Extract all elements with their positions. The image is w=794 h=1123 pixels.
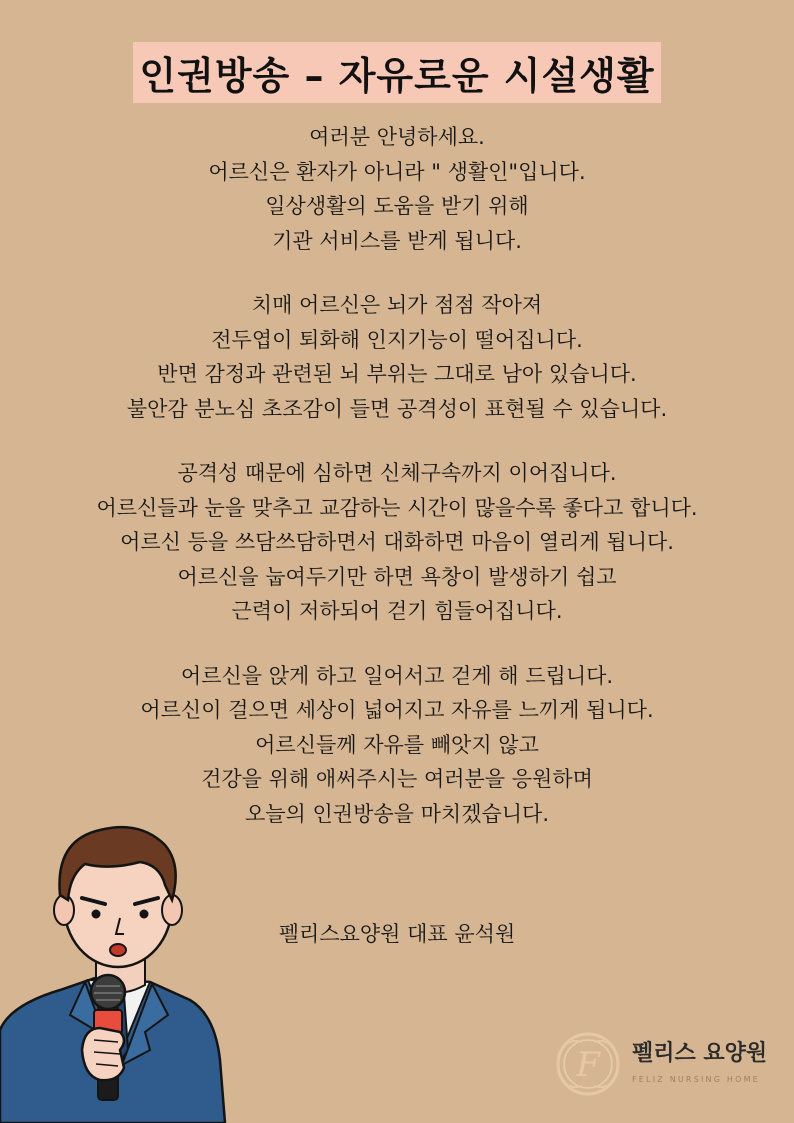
body-text xyxy=(0,120,794,861)
logo-name: 펠리스 요양원 xyxy=(632,1041,768,1066)
signature: 펠리스요양원 대표 윤석원 xyxy=(278,922,516,946)
paragraph-1 xyxy=(0,120,794,258)
text-line: 어르신을 눕여두기만 하면 욕창이 발생하기 쉽고 xyxy=(177,564,617,589)
text-line: 공격성 때문에 심하면 신체구속까지 이어집니다. xyxy=(177,461,617,485)
logo-subtitle: FELIZ NURSING HOME xyxy=(632,1075,760,1084)
paragraph-2 xyxy=(0,288,794,426)
text-line: 어르신들께 자유를 빼앗지 않고 xyxy=(255,732,539,757)
text-line: 건강을 위해 애써주시는 여러분을 응원하며 xyxy=(201,767,593,791)
text-line: 오늘의 인권방송을 마치겠습니다. xyxy=(244,801,550,826)
text-line: 근력이 저하되어 걷기 힘들어집니다. xyxy=(231,599,563,623)
text-line: 전두엽이 퇴화해 인지기능이 떨어집니다. xyxy=(211,327,583,352)
logo xyxy=(552,1028,792,1098)
title-container xyxy=(0,42,794,103)
logo-emblem-icon xyxy=(552,1028,624,1100)
text-line: 어르신들과 눈을 맞추고 교감하는 시간이 많을수록 좋다고 합니다. xyxy=(96,495,698,520)
text-line: 반면 감정과 관련된 뇌 부위는 그대로 남아 있습니다. xyxy=(157,362,637,386)
text-line: 어르신을 앉게 하고 일어서고 걷게 해 드립니다. xyxy=(180,663,614,688)
text-line: 기관 서비스를 받게 됩니다. xyxy=(272,228,522,253)
text-line: 어르신은 환자가 아니라 " 생활인"입니다. xyxy=(208,159,586,184)
text-line: 여러분 안녕하세요. xyxy=(309,125,485,149)
text-line: 일상생활의 도움을 받기 위해 xyxy=(265,194,529,218)
page-title: 인권방송 – 자유로운 시설생활 xyxy=(133,42,660,103)
text-line: 불안감 분노심 초조감이 들면 공격성이 표현될 수 있습니다. xyxy=(126,396,668,421)
text-line: 치매 어르신은 뇌가 점점 작아져 xyxy=(251,293,543,317)
text-line: 어르신이 걸으면 세상이 넓어지고 자유를 느끼게 됩니다. xyxy=(140,698,654,722)
paragraph-3 xyxy=(0,456,794,629)
reporter-illustration xyxy=(0,800,240,1123)
text-line: 어르신 등을 쓰담쓰담하면서 대화하면 마음이 열리게 됩니다. xyxy=(120,530,674,554)
svg-text:F: F xyxy=(576,1045,600,1085)
